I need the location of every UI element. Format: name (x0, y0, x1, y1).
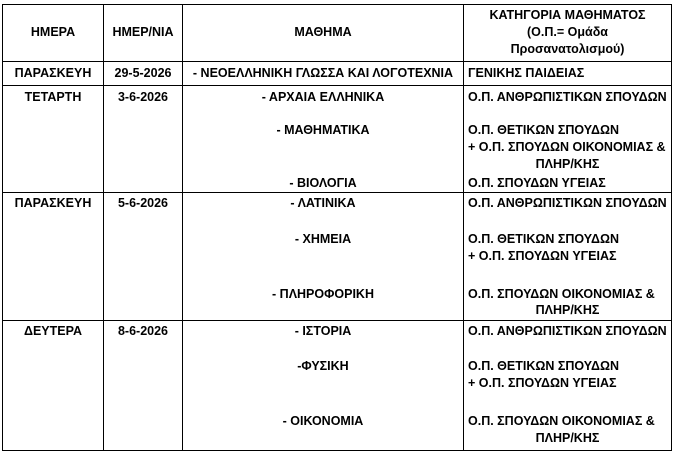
row-day: ΠΑΡΑΣΚΕΥΗ (14, 196, 92, 210)
category-item: + Ο.Π. ΣΠΟΥΔΩΝ ΟΙΚΟΝΟΜΙΑΣ & (468, 140, 666, 154)
category-item: ΠΛΗΡ/ΚΗΣ (535, 303, 600, 317)
category-item: Ο.Π. ΣΠΟΥΔΩΝ ΥΓΕΙΑΣ (468, 176, 606, 190)
category-item: Ο.Π. ΘΕΤΙΚΩΝ ΣΠΟΥΔΩΝ (468, 123, 620, 137)
category-item: Ο.Π. ΑΝΘΡΩΠΙΣΤΙΚΩΝ ΣΠΟΥΔΩΝ (468, 90, 667, 104)
subject-item: -ΦΥΣΙΚΗ (297, 359, 349, 373)
subject-item: - ΠΛΗΡΟΦΟΡΙΚΗ (272, 287, 374, 301)
header-date: ΗΜΕΡ/ΝΙΑ (112, 25, 174, 39)
row-date: 29-5-2026 (114, 66, 172, 80)
header-category-note: (Ο.Π.= Ομάδα (527, 25, 608, 39)
row-day: ΔΕΥΤΕΡΑ (23, 324, 83, 338)
subject-item: - ΛΑΤΙΝΙΚΑ (290, 196, 356, 210)
category-item: Ο.Π. ΣΠΟΥΔΩΝ ΟΙΚΟΝΟΜΙΑΣ & (468, 414, 655, 428)
subject-item: - ΒΙΟΛΟΓΙΑ (289, 176, 357, 190)
header-day: ΗΜΕΡΑ (30, 25, 76, 39)
category-item: + Ο.Π. ΣΠΟΥΔΩΝ ΥΓΕΙΑΣ (468, 376, 617, 390)
subject-item: - ΟΙΚΟΝΟΜΙΑ (282, 414, 364, 428)
header-category-note: Προσανατολισμού) (510, 42, 625, 56)
column-divider (463, 4, 464, 451)
header-category: ΚΑΤΗΓΟΡΙΑ ΜΑΘΗΜΑΤΟΣ (489, 8, 646, 22)
category-item: Ο.Π. ΑΝΘΡΩΠΙΣΤΙΚΩΝ ΣΠΟΥΔΩΝ (468, 196, 667, 210)
category-item: ΠΛΗΡ/ΚΗΣ (535, 431, 600, 445)
category-item: + Ο.Π. ΣΠΟΥΔΩΝ ΥΓΕΙΑΣ (468, 249, 617, 263)
category-item: Ο.Π. ΘΕΤΙΚΩΝ ΣΠΟΥΔΩΝ (468, 359, 620, 373)
table-border-right (671, 4, 672, 451)
subject-item: - ΑΡΧΑΙΑ ΕΛΛΗΝΙΚΑ (261, 90, 385, 104)
subject-item: - ΙΣΤΟΡΙΑ (294, 324, 352, 338)
header-subject: ΜΑΘΗΜΑ (294, 25, 352, 39)
row-day: ΠΑΡΑΣΚΕΥΗ (14, 66, 92, 80)
row-day: ΤΕΤΑΡΤΗ (24, 90, 82, 104)
category-item: Ο.Π. ΣΠΟΥΔΩΝ ΟΙΚΟΝΟΜΙΑΣ & (468, 287, 655, 301)
category-item: Ο.Π. ΑΝΘΡΩΠΙΣΤΙΚΩΝ ΣΠΟΥΔΩΝ (468, 324, 667, 338)
row-date: 5-6-2026 (117, 196, 169, 210)
subject-item: - ΜΑΘΗΜΑΤΙΚΑ (276, 123, 370, 137)
category-item: ΠΛΗΡ/ΚΗΣ (535, 157, 600, 171)
subject-item: - ΧΗΜΕΙΑ (294, 232, 352, 246)
category-item: Ο.Π. ΘΕΤΙΚΩΝ ΣΠΟΥΔΩΝ (468, 232, 620, 246)
row-date: 8-6-2026 (117, 324, 169, 338)
subject-item: - ΝΕΟΕΛΛΗΝΙΚΗ ΓΛΩΣΣΑ ΚΑΙ ΛΟΓΟΤΕΧΝΙΑ (192, 66, 454, 80)
category-item: ΓΕΝΙΚΗΣ ΠΑΙΔΕΙΑΣ (468, 66, 585, 80)
row-date: 3-6-2026 (117, 90, 169, 104)
